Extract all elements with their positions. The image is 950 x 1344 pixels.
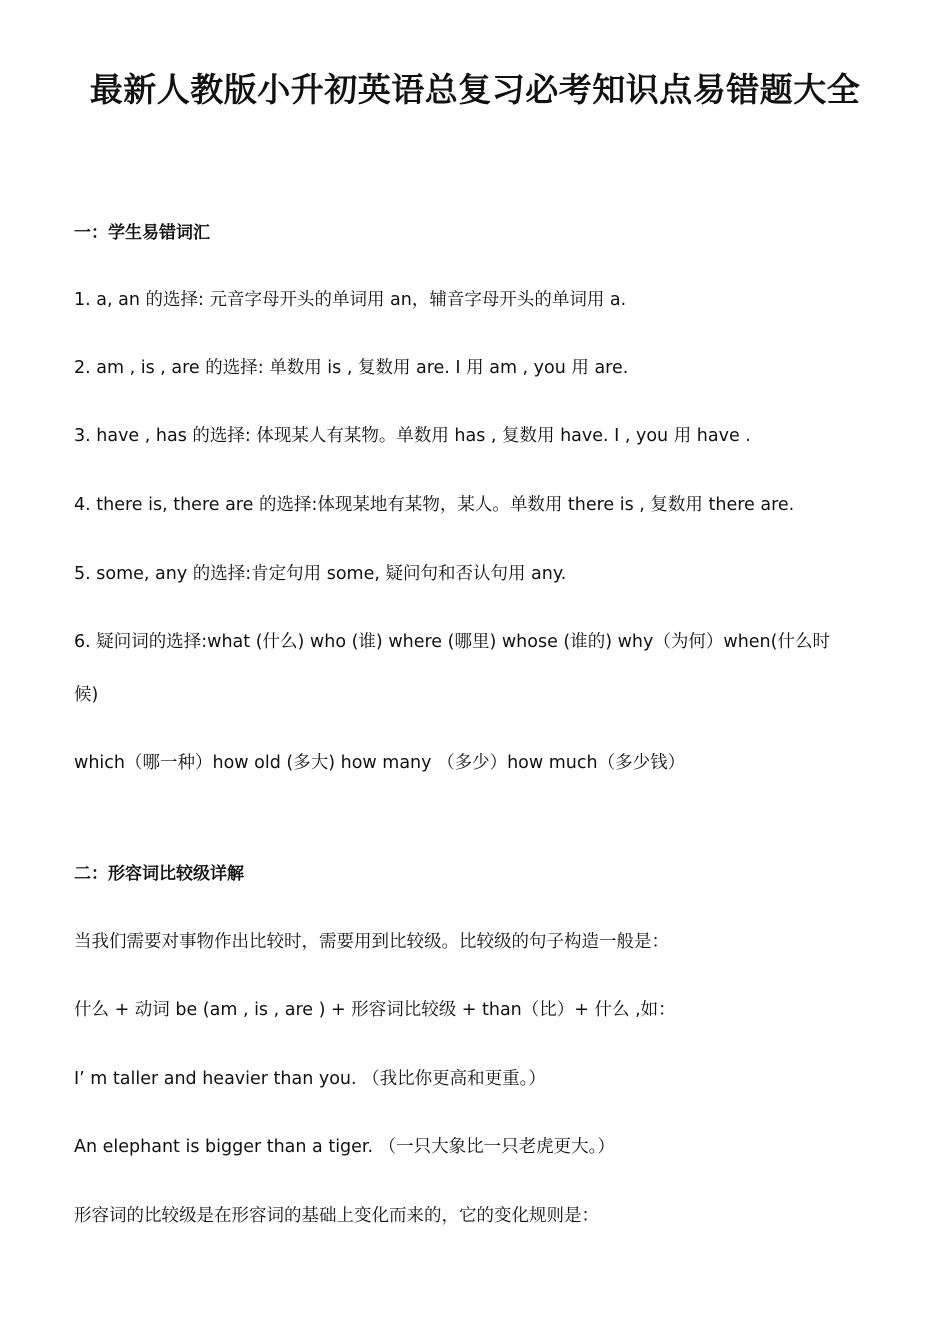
section-heading-vocabulary: 一：学生易错词汇 — [74, 223, 210, 243]
paragraph-line: which（哪一种）how old (多大) how many （多少）how much（多少钱） — [74, 753, 686, 773]
paragraph-line: 1. a, an 的选择: 元音字母开头的单词用 an，辅音字母开头的单词用 a. — [74, 290, 627, 310]
paragraph-line: 2. am , is , are 的选择: 单数用 is , 复数用 are. I 用 am , you 用 are. — [74, 358, 629, 378]
paragraph-line: 什么 + 动词 be (am , is , are ) + 形容词比较级 + than（比）+ 什么 ,如： — [74, 1000, 676, 1020]
paragraph-line: 6. 疑问词的选择:what (什么) who (谁) where (哪里) whose (谁的) why（为何）when(什么时 — [74, 632, 830, 652]
paragraph-line: 4. there is, there are 的选择:体现某地有某物，某人。单数用 there is , 复数用 there are. — [74, 495, 795, 515]
paragraph-line: 候) — [74, 685, 99, 705]
paragraph-line: 3. have , has 的选择: 体现某人有某物。单数用 has , 复数用 have. I , you 用 have . — [74, 426, 751, 446]
paragraph-line: I’ m taller and heavier than you. （我比你更高和更重。） — [74, 1069, 546, 1089]
paragraph-line: 5. some, any 的选择:肯定句用 some, 疑问句和否认句用 any. — [74, 564, 567, 584]
paragraph-line: 形容词的比较级是在形容词的基础上变化而来的，它的变化规则是： — [74, 1206, 599, 1226]
section-heading-comparatives: 二：形容词比较级详解 — [74, 864, 244, 884]
document-title: 最新人教版小升初英语总复习必考知识点易错题大全 — [89, 70, 861, 109]
paragraph-line: 当我们需要对事物作出比较时，需要用到比较级。比较级的句子构造一般是： — [74, 932, 669, 952]
paragraph-line: An elephant is bigger than a tiger. （一只大象比一只老虎更大。） — [74, 1137, 615, 1157]
